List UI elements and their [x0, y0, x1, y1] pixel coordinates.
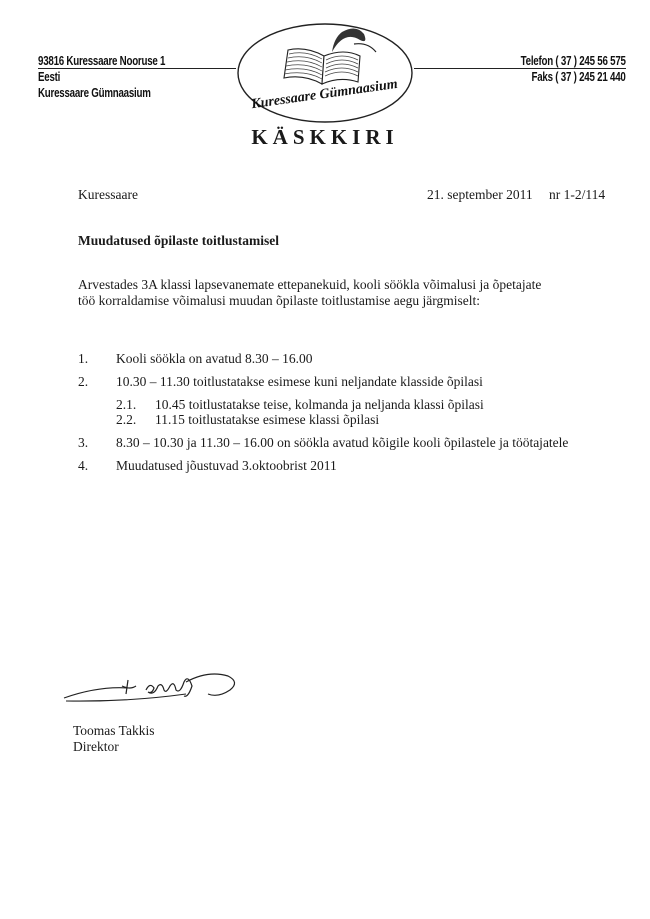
address-line-3: Kuressaare Gümnaasium: [38, 86, 151, 100]
school-logo: [236, 22, 414, 124]
list-item-text: Muudatused jõustuvad 3.oktoobrist 2011: [116, 458, 337, 473]
document-subject: Muudatused õpilaste toitlustamisel: [78, 233, 280, 248]
fax-number: Faks ( 37 ) 245 21 440: [531, 70, 626, 84]
header-rule-left: [38, 68, 236, 69]
list-item-text: 10.30 – 11.30 toitlustatakse esimese kuni neljandate klasside õpilasi: [116, 374, 483, 389]
list-item-number: 3.: [78, 435, 89, 450]
list-item-number: 2.: [78, 374, 89, 389]
list-item-text: Kooli söökla on avatud 8.30 – 16.00: [116, 351, 313, 366]
list-item-number: 1.: [78, 351, 89, 366]
signatory-title: Direktor: [73, 739, 119, 754]
sub-item-text: 11.15 toitlustatakse esimese klassi õpilasi: [155, 412, 380, 427]
document-number: nr 1-2/114: [549, 187, 606, 202]
logo-text: Kuressaare Gümnaasium: [250, 76, 399, 113]
document-place: Kuressaare: [78, 187, 138, 202]
intro-line-2: töö korraldamise võimalusi muudan õpilaste toitlustamise aegu järgmiselt:: [78, 293, 481, 308]
address-line-1: 93816 Kuressaare Nooruse 1: [38, 54, 166, 68]
sub-item-text: 10.45 toitlustatakse teise, kolmanda ja neljanda klassi õpilasi: [155, 397, 484, 412]
document-date: 21. september 2011: [427, 187, 533, 202]
intro-line-1: Arvestades 3A klassi lapsevanemate ettepanekuid, kooli söökla võimalusi ja õpetajate: [78, 277, 542, 292]
sub-item-number: 2.1.: [116, 397, 137, 412]
list-item-number: 4.: [78, 458, 89, 473]
document-title: KÄSKKIRI: [251, 125, 399, 149]
sub-item-number: 2.2.: [116, 412, 137, 427]
phone-number: Telefon ( 37 ) 245 56 575: [520, 54, 626, 68]
address-line-2: Eesti: [38, 70, 61, 84]
list-item-text: 8.30 – 10.30 ja 11.30 – 16.00 on söökla avatud kõigile kooli õpilastele ja töötajatele: [116, 435, 569, 450]
handwritten-signature: [58, 668, 248, 710]
signatory-name: Toomas Takkis: [73, 723, 155, 738]
